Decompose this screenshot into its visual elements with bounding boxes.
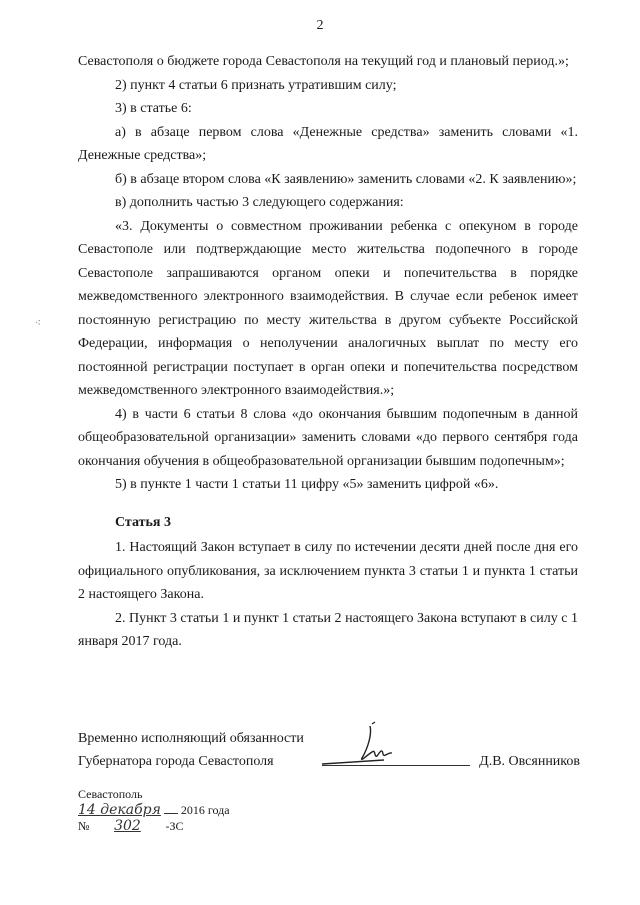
- handwritten-signature: [322, 720, 412, 770]
- paragraph: 1. Настоящий Закон вступает в силу по истечении десяти дней после дня его официального опубликования, за исключением пункта 3 статьи 1 и пункта 1 статьи 2 настоящего Закона.: [78, 540, 578, 602]
- paragraph: в) дополнить частью 3 следующего содержания:: [115, 195, 404, 210]
- document-body: [78, 50, 578, 654]
- stamp-number-suffix: -ЗС: [165, 819, 184, 833]
- paragraph: Севастополя о бюджете города Севастополя на текущий год и плановый период.»;: [78, 54, 569, 69]
- registration-stamp: [78, 786, 230, 834]
- stamp-date-row: [78, 802, 230, 818]
- paragraph: 2) пункт 4 статьи 6 признать утратившим силу;: [115, 77, 397, 93]
- signatory-title-line1: Временно исполняющий обязанности: [78, 731, 304, 746]
- page-number: 2: [316, 18, 324, 33]
- stamp-number: 302: [114, 818, 141, 834]
- margin-mark: ⁖: [35, 318, 41, 329]
- paragraph: 3) в статье 6:: [115, 101, 192, 116]
- paragraph: 5) в пункте 1 части 1 статьи 11 цифру «5» заменить цифрой «6».: [115, 477, 499, 492]
- paragraph: 4) в части 6 статьи 8 слова «до окончания бывшим подопечным в данной общеобразовательной организации» заменить словами «до первого сентября года окончания обучения в общеобразовательной организации бывшим подопечным»;: [78, 406, 578, 469]
- signatory-name: Д.В. Овсянников: [479, 754, 580, 769]
- stamp-date: 14 декабря: [78, 802, 161, 818]
- paragraph: «3. Документы о совместном проживании ребенка с опекуном в городе Севастополе или подтверждающие место жительства подопечного в городе Севастополе запрашиваются органом опеки и попечительства в порядке межведомственного электронного взаимодействия. В случае если ребенок имеет постоянную регистрацию по месту жительства в другом субъекте Российской Федерации, информация о неполучении аналогичных выплат по месту его постоянной регистрации поступает в орган опеки и попечительства посредством межведомственного электронного взаимодействия.»;: [78, 218, 578, 398]
- paragraph: 2. Пункт 3 статьи 1 и пункт 1 статьи 2 настоящего Закона вступают в силу с 1 января 2017 года.: [78, 610, 578, 649]
- stamp-city: Севастополь: [78, 787, 143, 801]
- paragraph: а) в абзаце первом слова «Денежные средства» заменить словами «1. Денежные средства»;: [78, 124, 578, 163]
- stamp-number-prefix: №: [78, 819, 90, 833]
- stamp-year: 2016 года: [180, 803, 230, 817]
- article-heading: Статья 3: [115, 514, 171, 530]
- paragraph: б) в абзаце втором слова «К заявлению» заменить словами «2. К заявлению»;: [115, 171, 577, 187]
- signatory-title-line2: Губернатора города Севастополя: [78, 754, 274, 769]
- stamp-number-row: [78, 818, 230, 834]
